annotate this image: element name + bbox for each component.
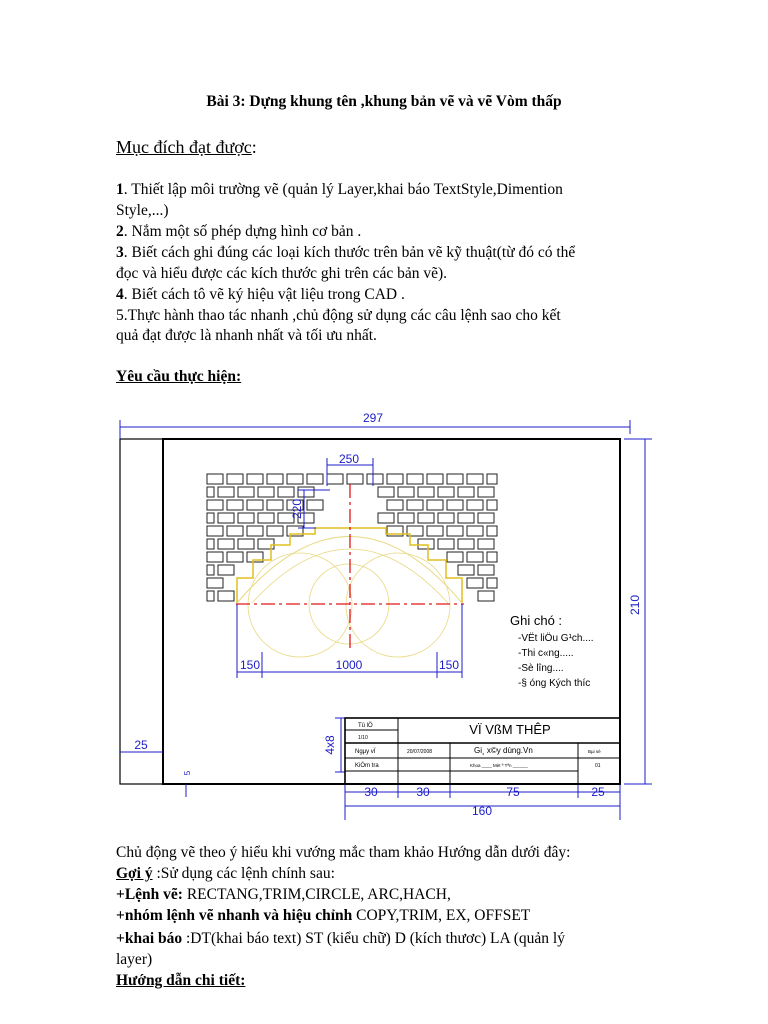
tb-check-label: KiÓm tra: [355, 763, 379, 769]
brick: [447, 552, 463, 562]
brick: [327, 474, 343, 484]
brick: [398, 513, 414, 523]
objective-heading-colon: :: [251, 137, 257, 157]
brick: [398, 487, 414, 497]
brick: [487, 474, 497, 484]
brick: [438, 539, 454, 549]
brick: [447, 474, 463, 484]
guide-decl-cont: layer): [116, 951, 153, 968]
dim-5: 5: [183, 770, 192, 776]
arch-circle-right: [346, 553, 450, 657]
objective-item-4-num: 4: [116, 286, 124, 303]
dim-150-right: 150: [438, 658, 460, 672]
guide-decl-label: +khai báo: [116, 930, 183, 947]
tb-sheet-value: 01: [595, 763, 601, 769]
brick: [278, 487, 294, 497]
brick: [207, 500, 223, 510]
notes-heading: Ghi chó :: [510, 613, 563, 628]
guide-draw-cmds: [116, 885, 451, 905]
brick: [407, 474, 423, 484]
objective-item-1-num: 1: [116, 181, 124, 198]
guide-edit-label: +nhóm lệnh vẽ nhanh và hiệu chỉnh: [116, 907, 353, 924]
arch-circle-left: [248, 553, 352, 657]
tb-drawing-title: VÏ VßM THÊP: [469, 722, 551, 737]
brick: [447, 500, 463, 510]
brick: [487, 526, 497, 536]
dim-1000: 1000: [335, 658, 363, 672]
tb-firm: Gi¸ x©y dùng.Vn: [474, 746, 533, 755]
guide-intro: Chủ động vẽ theo ý hiểu khi vướng mắc tham khảo Hướng dẫn dưới đây:: [116, 844, 571, 861]
brick: [478, 513, 494, 523]
guide-draw-text: RECTANG,TRIM,CIRCLE, ARC,HACH,: [182, 886, 451, 903]
brick: [427, 500, 443, 510]
brick: [427, 474, 443, 484]
brick: [367, 474, 383, 484]
tb-date-value: 20/07/2008: [407, 749, 433, 755]
requirements-heading: Yêu cầu thực hiện:: [116, 368, 242, 385]
brick: [247, 526, 263, 536]
brick: [478, 539, 494, 549]
brick: [378, 513, 394, 523]
objective-item-4-text: . Biết cách tô vẽ ký hiệu vật liệu trong CAD .: [123, 286, 405, 303]
guide-edit-cmds: [116, 906, 530, 926]
drawing-frame: [163, 439, 620, 784]
guide-decl: [116, 929, 565, 949]
dim-tb-30b: 30: [416, 785, 430, 799]
objective-item-3-num: 3: [116, 244, 124, 261]
tb-date-label: Ngµy vÏ: [355, 749, 376, 755]
guide-detail-heading: Hướng dẫn chi tiết:: [116, 972, 246, 989]
objective-item-2-num: 2: [116, 223, 124, 240]
dim-250: 250: [338, 452, 360, 466]
dim-tb-25: 25: [591, 785, 605, 799]
brick: [478, 487, 494, 497]
brick: [458, 513, 474, 523]
brick: [287, 474, 303, 484]
brick: [467, 578, 483, 588]
brick: [238, 513, 254, 523]
dim-150-left: 150: [239, 658, 261, 672]
brick: [218, 539, 234, 549]
brick: [407, 500, 423, 510]
brick: [447, 526, 463, 536]
brick: [207, 526, 223, 536]
brick: [467, 500, 483, 510]
tb-sheet-label: Bµi sè: [588, 749, 601, 754]
brick: [267, 500, 283, 510]
brick-wall: [207, 474, 497, 601]
brick: [207, 565, 214, 575]
brick: [438, 487, 454, 497]
objective-item-5-cont: quả đạt được là nhanh nhất và tối ưu nhất.: [116, 327, 377, 344]
brick: [238, 539, 254, 549]
brick: [247, 500, 263, 510]
brick: [218, 565, 234, 575]
brick: [418, 513, 434, 523]
brick: [227, 500, 243, 510]
brick: [307, 500, 323, 510]
notes-line-4: -§ óng Kých thíc: [518, 678, 591, 689]
objective-item-5: 5.Thực hành thao tác nhanh ,chủ động sử dụng các câu lệnh sao cho kết: [116, 307, 561, 324]
brick: [267, 526, 283, 536]
brick: [467, 552, 483, 562]
brick: [467, 474, 483, 484]
brick: [227, 552, 243, 562]
brick: [207, 591, 214, 601]
dim-297: 297: [362, 411, 384, 425]
brick: [458, 565, 474, 575]
centerlines: [236, 484, 464, 648]
guide-draw-label: +Lệnh vẽ:: [116, 886, 183, 903]
dim-220: 220: [290, 498, 304, 520]
brick: [438, 513, 454, 523]
brick: [427, 526, 443, 536]
dim-tb-30a: 30: [364, 785, 378, 799]
brick: [298, 487, 314, 497]
dim-4x8: 4x8: [323, 735, 337, 755]
brick: [258, 487, 274, 497]
objective-item-3-text: . Biết cách ghi đúng các loại kích thước trên bản vẽ kỹ thuật(từ đó có thể: [123, 244, 576, 261]
guide-edit-text: COPY,TRIM, EX, OFFSET: [352, 907, 531, 924]
brick: [467, 526, 483, 536]
objective-item-2-text: . Nắm một số phép dựng hình cơ bản .: [123, 223, 362, 240]
brick: [478, 591, 494, 601]
objective-item-1-cont: Style,...): [116, 202, 169, 219]
brick: [227, 526, 243, 536]
brick: [418, 539, 434, 549]
brick: [478, 565, 494, 575]
brick: [218, 487, 234, 497]
dim-tb-75: 75: [506, 785, 520, 799]
brick: [207, 539, 214, 549]
brick: [247, 474, 263, 484]
brick: [207, 513, 214, 523]
brick: [238, 487, 254, 497]
dim-210: 210: [628, 594, 642, 616]
brick: [267, 474, 283, 484]
tb-khoa: Khoa ____ Mèt ª Tªn ______: [470, 763, 528, 768]
brick: [378, 487, 394, 497]
brick: [458, 539, 474, 549]
brick: [487, 578, 497, 588]
brick: [227, 474, 243, 484]
brick: [387, 474, 403, 484]
tb-scale-label: Tû lÖ: [358, 723, 373, 729]
dim-tb-160: 160: [471, 804, 493, 818]
brick: [487, 500, 497, 510]
brick: [307, 474, 323, 484]
notes-line-1: -VËt liÖu G¹ch....: [518, 633, 594, 644]
dim-25-left: 25: [134, 738, 148, 752]
guide-hint: [116, 864, 335, 884]
objective-item-1-text: . Thiết lập môi trường vẽ (quản lý Layer,khai báo TextStyle,Dimention: [123, 181, 563, 198]
brick: [418, 487, 434, 497]
brick: [207, 487, 214, 497]
brick: [458, 487, 474, 497]
guide-decl-text: :DT(khai báo text) ST (kiểu chữ) D (kích thươc) LA (quản lý: [182, 930, 565, 947]
page-title: Bài 3: Dựng khung tên ,khung bản vẽ và vẽ Vòm thấp: [206, 93, 562, 110]
tb-scale-value: 1/10: [358, 735, 368, 741]
brick: [258, 513, 274, 523]
brick: [487, 552, 497, 562]
guide-hint-label: Gợi ý: [116, 865, 153, 882]
notes-line-2: -Thi c«ng.....: [518, 648, 574, 659]
guide-hint-text: :Sử dụng các lệnh chính sau:: [152, 865, 335, 882]
brick: [207, 578, 223, 588]
notes-line-3: -Sè lîng....: [518, 663, 564, 674]
brick: [347, 474, 363, 484]
brick: [207, 552, 223, 562]
brick: [207, 474, 223, 484]
objective-heading-text: Mục đích đạt được: [116, 137, 252, 157]
brick: [387, 500, 403, 510]
objective-item-3-cont: đọc và hiểu được các kích thước ghi trên các bản vẽ).: [116, 265, 447, 282]
brick: [218, 591, 234, 601]
brick: [218, 513, 234, 523]
